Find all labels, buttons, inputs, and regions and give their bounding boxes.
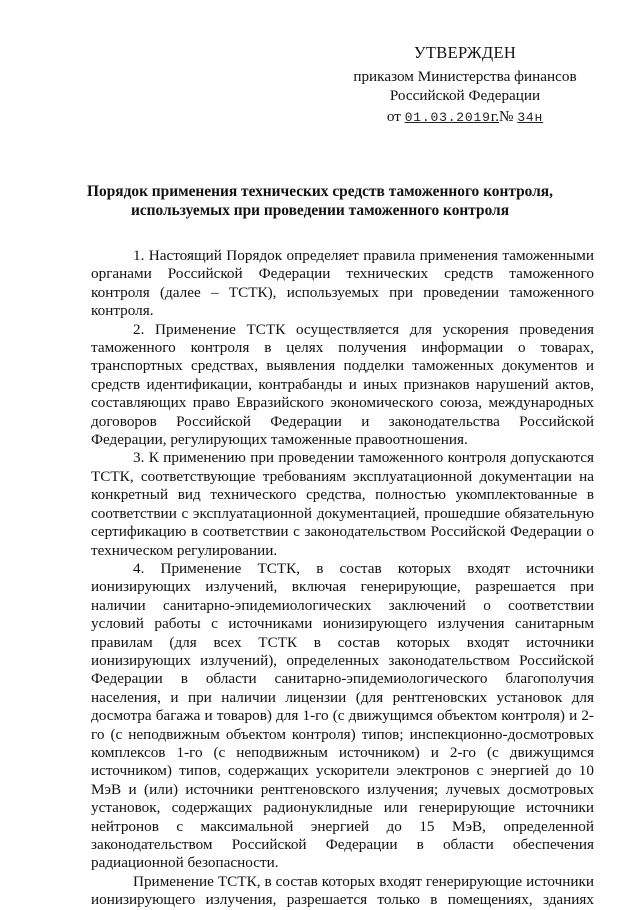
approval-number: 34н bbox=[517, 110, 544, 126]
approval-date-prefix: от bbox=[386, 108, 401, 126]
paragraph-5: Применение ТСТК, в состав которых входят генерирующие источники ионизирующего излучения, разрешается только в помещениях, зданиях bbox=[91, 872, 594, 909]
document-body bbox=[91, 247, 594, 910]
document-title-line-1: Порядок применения технических средств таможенного контроля, bbox=[87, 183, 553, 200]
document-title bbox=[60, 182, 580, 220]
approval-order-line: приказом Министерства финансов bbox=[353, 68, 577, 86]
approval-date: 01.03.2019 bbox=[404, 110, 491, 126]
approval-title: УТВЕРЖДЕН bbox=[413, 43, 517, 62]
approval-country-line: Российской Федерации bbox=[389, 86, 541, 104]
paragraph-4: 4. Применение ТСТК, в состав которых входят источники ионизирующих излучений, включая генерирующие, разрешается при наличии санитарно-эпидемиологических заключений о соответствии условий работы с источниками ионизирующего излучения санитарным правилам (для всех ТСТК в состав которых входят источники ионизирующих излучений), определенных законодательством Российской Федерации в области санитарно-эпидемиологического благополучия населения, и при наличии лицензии (для рентгеновских установок для досмотра багажа и товаров) для 1-го (с движущимся объектом контроля) и 2-го (с неподвижным объектом контроля) типов; инспекционно-досмотровых комплексов 1-го (с неподвижным источником) и 2-го (с движущимся источником) типов, содержащих ускорители электронов с энергией до 10 МэВ и (или) источники рентгеновского излучения; лучевых досмотровых установок, содержащих радионуклидные или генерирующие источники нейтронов с максимальной энергией до 15 МэВ, определенной законодательством Российской Федерации в области обеспечения радиационной безопасности. bbox=[91, 559, 594, 872]
paragraph-1: 1. Настоящий Порядок определяет правила применения таможенными органами Российской Федерации технических средств таможенного контроля (далее – ТСТК), используемых при проведении таможенного контроля. bbox=[91, 247, 594, 320]
paragraph-2: 2. Применение ТСТК осуществляется для ускорения проведения таможенного контроля в целях получения информации о товарах, транспортных средствах, выявления подделки таможенных документов и средств идентификации, контрабанды и иных признаков нарушений актов, составляющих право Евразийского экономического союза, международных договоров Российской Федерации и законодательства Российской Федерации, регулирующих таможенные правоотношения. bbox=[91, 320, 594, 449]
paragraph-3: 3. К применению при проведении таможенного контроля допускаются ТСТК, соответствующие требованиям эксплуатационной документации на конкретный вид технического средства, полностью укомплектованные в соответствии с эксплуатационной документацией, прошедшие обязательную сертификацию в соответствии с законодательством Российской Федерации о техническом регулировании. bbox=[91, 449, 594, 559]
approval-stamp bbox=[340, 44, 590, 128]
approval-date-line bbox=[340, 108, 590, 127]
document-title-line-2: используемых при проведении таможенного контроля bbox=[130, 202, 510, 219]
approval-year-suffix: г. bbox=[490, 108, 500, 126]
approval-number-sign: № bbox=[499, 108, 514, 126]
